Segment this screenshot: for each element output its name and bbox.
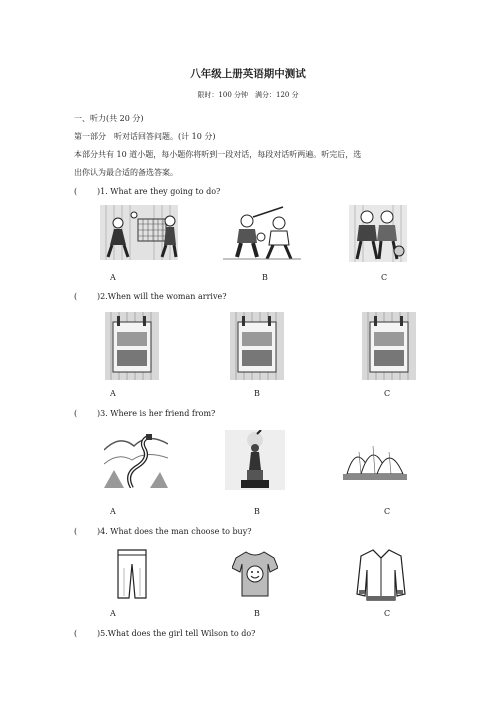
- soccer-players-icon: [349, 205, 407, 262]
- option-label: C: [384, 609, 391, 618]
- answer-paren[interactable]: (: [74, 527, 78, 536]
- option-label: C: [384, 389, 391, 398]
- part-heading: 第一部分 听对话回答问题。(计 10 分): [74, 132, 216, 141]
- option-label: A: [110, 609, 116, 618]
- option-label: A: [110, 273, 116, 282]
- answer-paren[interactable]: (: [74, 292, 78, 301]
- great-wall-icon: [104, 430, 168, 488]
- basketball-players-icon: [223, 205, 301, 260]
- section-heading: 一、听力(共 20 分): [74, 114, 144, 123]
- trousers-icon: [116, 548, 148, 600]
- calendar-icon: [105, 312, 159, 380]
- question-3: )3. Where is her friend from?: [97, 409, 216, 418]
- question-1: )1. What are they going to do?: [97, 187, 221, 196]
- answer-paren[interactable]: (: [74, 187, 78, 196]
- tshirt-icon: [232, 550, 278, 598]
- jacket-icon: [355, 548, 407, 602]
- question-2: )2.When will the woman arrive?: [97, 292, 227, 301]
- option-label: B: [254, 609, 260, 618]
- page-subtitle: 限时：100 分钟 满分：120 分: [197, 91, 299, 99]
- sydney-opera-house-icon: [343, 434, 407, 480]
- option-label: B: [254, 507, 260, 516]
- volleyball-players-icon: [100, 205, 178, 260]
- instructions-line-1: 本部分共有 10 道小题，每小题你将听到一段对话，每段对话听两遍。听完后，选: [74, 150, 362, 159]
- option-label: A: [110, 507, 116, 516]
- option-label: C: [381, 273, 388, 282]
- instructions-line-2: 出你认为最合适的备选答案。: [74, 168, 178, 177]
- question-4: )4. What does the man choose to buy?: [97, 527, 252, 536]
- answer-paren[interactable]: (: [74, 409, 78, 418]
- statue-of-liberty-icon: [225, 430, 285, 490]
- option-label: B: [262, 273, 268, 282]
- option-label: A: [110, 389, 116, 398]
- option-label: B: [254, 389, 260, 398]
- option-label: C: [384, 507, 391, 516]
- page-title: 八年级上册英语期中测试: [190, 68, 306, 80]
- calendar-icon: [230, 312, 284, 380]
- calendar-icon: [362, 312, 416, 380]
- answer-paren[interactable]: (: [74, 629, 78, 638]
- question-5: )5.What does the girl tell Wilson to do?: [97, 629, 256, 638]
